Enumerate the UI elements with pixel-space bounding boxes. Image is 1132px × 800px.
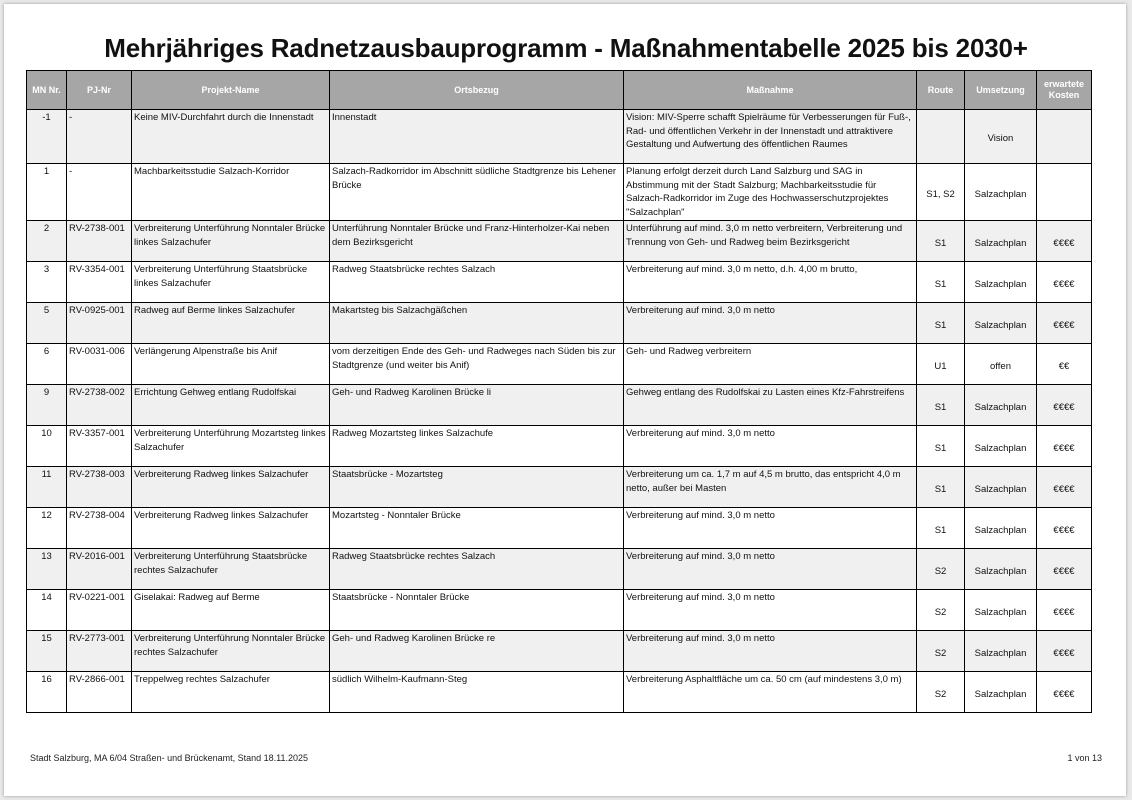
table-row	[27, 303, 1092, 344]
cell-mn-nr: 5	[27, 303, 67, 344]
header-pj-nr: PJ-Nr	[67, 71, 132, 110]
cell-mn-nr: 1	[27, 164, 67, 221]
cell-ortsbezug: Radweg Staatsbrücke rechtes Salzach	[330, 262, 624, 303]
cell-ortsbezug: Unterführung Nonntaler Brücke und Franz-Hinterholzer-Kai neben dem Bezirksgericht	[330, 221, 624, 262]
table-row	[27, 467, 1092, 508]
cell-route: S1	[917, 221, 965, 262]
table-row	[27, 631, 1092, 672]
cell-route: S1	[917, 467, 965, 508]
cell-massnahme: Verbreiterung um ca. 1,7 m auf 4,5 m brutto, das entspricht 4,0 m netto, außer bei Masten	[624, 467, 917, 508]
header-projekt-name: Projekt-Name	[132, 71, 330, 110]
cell-ortsbezug: Geh- und Radweg Karolinen Brücke li	[330, 385, 624, 426]
cell-umsetzung: offen	[965, 344, 1037, 385]
header-massnahme: Maßnahme	[624, 71, 917, 110]
cell-projekt-name: Verbreiterung Unterführung Staatsbrücke linkes Salzachufer	[132, 262, 330, 303]
cell-umsetzung: Salzachplan	[965, 467, 1037, 508]
cell-umsetzung: Salzachplan	[965, 385, 1037, 426]
cell-projekt-name: Verbreiterung Unterführung Nonntaler Brücke linkes Salzachufer	[132, 221, 330, 262]
header-ortsbezug: Ortsbezug	[330, 71, 624, 110]
cell-kosten: €€	[1037, 344, 1092, 385]
cell-projekt-name: Verbreiterung Unterführung Staatsbrücke rechtes Salzachufer	[132, 549, 330, 590]
cell-umsetzung: Salzachplan	[965, 631, 1037, 672]
cell-umsetzung: Salzachplan	[965, 221, 1037, 262]
table-row	[27, 344, 1092, 385]
cell-pj-nr: RV-2016-001	[67, 549, 132, 590]
cell-massnahme: Verbreiterung Asphaltfläche um ca. 50 cm (auf mindestens 3,0 m)	[624, 672, 917, 713]
cell-mn-nr: 11	[27, 467, 67, 508]
cell-pj-nr: RV-3357-001	[67, 426, 132, 467]
measures-table	[26, 70, 1092, 713]
cell-route: U1	[917, 344, 965, 385]
cell-projekt-name: Machbarkeitsstudie Salzach-Korridor	[132, 164, 330, 221]
cell-massnahme: Geh- und Radweg verbreitern	[624, 344, 917, 385]
cell-ortsbezug: südlich Wilhelm-Kaufmann-Steg	[330, 672, 624, 713]
cell-mn-nr: 3	[27, 262, 67, 303]
cell-massnahme: Verbreiterung auf mind. 3,0 m netto	[624, 303, 917, 344]
table-header-row	[27, 71, 1092, 110]
table-row	[27, 221, 1092, 262]
cell-mn-nr: 9	[27, 385, 67, 426]
cell-route: S2	[917, 672, 965, 713]
cell-pj-nr: RV-2738-001	[67, 221, 132, 262]
cell-umsetzung: Salzachplan	[965, 303, 1037, 344]
cell-mn-nr: 15	[27, 631, 67, 672]
cell-kosten: €€€€	[1037, 385, 1092, 426]
cell-massnahme: Planung erfolgt derzeit durch Land Salzburg und SAG in Abstimmung mit der Stadt Salzburg; Machbarkeitsstudie für Salzach-Radkorridor im Zuge des Hochwasserschutzprojektes "Salzachplan"	[624, 164, 917, 221]
cell-kosten	[1037, 164, 1092, 221]
cell-umsetzung: Salzachplan	[965, 262, 1037, 303]
cell-mn-nr: 2	[27, 221, 67, 262]
cell-massnahme: Unterführung auf mind. 3,0 m netto verbreitern, Verbreiterung und Trennung von Geh- und Radweg beim Bezirksgericht	[624, 221, 917, 262]
header-kosten	[1037, 71, 1092, 110]
table-row	[27, 672, 1092, 713]
cell-kosten: €€€€	[1037, 303, 1092, 344]
cell-pj-nr: RV-2773-001	[67, 631, 132, 672]
cell-projekt-name: Verbreiterung Unterführung Mozartsteg linkes Salzachufer	[132, 426, 330, 467]
cell-massnahme: Verbreiterung auf mind. 3,0 m netto	[624, 426, 917, 467]
cell-umsetzung: Salzachplan	[965, 672, 1037, 713]
cell-ortsbezug: Radweg Mozartsteg linkes Salzachufe	[330, 426, 624, 467]
cell-mn-nr: 6	[27, 344, 67, 385]
cell-projekt-name: Verbreiterung Unterführung Nonntaler Brücke rechtes Salzachufer	[132, 631, 330, 672]
cell-route: S1	[917, 262, 965, 303]
cell-pj-nr: RV-0925-001	[67, 303, 132, 344]
table-row	[27, 262, 1092, 303]
cell-kosten: €€€€	[1037, 590, 1092, 631]
cell-kosten	[1037, 110, 1092, 164]
cell-kosten: €€€€	[1037, 467, 1092, 508]
cell-route: S1, S2	[917, 164, 965, 221]
cell-umsetzung: Vision	[965, 110, 1037, 164]
cell-route: S2	[917, 549, 965, 590]
cell-massnahme: Gehweg entlang des Rudolfskai zu Lasten eines Kfz-Fahrstreifens	[624, 385, 917, 426]
cell-mn-nr: 13	[27, 549, 67, 590]
cell-kosten: €€€€	[1037, 221, 1092, 262]
cell-pj-nr: RV-2738-002	[67, 385, 132, 426]
cell-projekt-name: Treppelweg rechtes Salzachufer	[132, 672, 330, 713]
cell-ortsbezug: Staatsbrücke - Nonntaler Brücke	[330, 590, 624, 631]
footer-source: Stadt Salzburg, MA 6/04 Straßen- und Brückenamt, Stand 18.11.2025	[30, 753, 309, 763]
footer-page-number: 1 von 13	[1067, 753, 1102, 763]
cell-massnahme: Vision: MIV-Sperre schafft Spielräume für Verbesserungen für Fuß-, Rad- und öffentlichen Verkehr in der Innenstadt und attraktivere Gestaltung und Aufwertung des öffentlichen Raumes	[624, 110, 917, 164]
cell-kosten: €€€€	[1037, 549, 1092, 590]
cell-projekt-name: Errichtung Gehweg entlang Rudolfskai	[132, 385, 330, 426]
table-row	[27, 110, 1092, 164]
cell-mn-nr: 12	[27, 508, 67, 549]
cell-umsetzung: Salzachplan	[965, 549, 1037, 590]
cell-projekt-name: Verlängerung Alpenstraße bis Anif	[132, 344, 330, 385]
cell-route	[917, 110, 965, 164]
cell-pj-nr: RV-0221-001	[67, 590, 132, 631]
cell-umsetzung: Salzachplan	[965, 590, 1037, 631]
cell-ortsbezug: Radweg Staatsbrücke rechtes Salzach	[330, 549, 624, 590]
cell-pj-nr: RV-2738-004	[67, 508, 132, 549]
cell-mn-nr: 16	[27, 672, 67, 713]
cell-route: S2	[917, 631, 965, 672]
cell-pj-nr: -	[67, 164, 132, 221]
header-umsetzung: Umsetzung	[965, 71, 1037, 110]
header-route: Route	[917, 71, 965, 110]
cell-massnahme: Verbreiterung auf mind. 3,0 m netto, d.h. 4,00 m brutto,	[624, 262, 917, 303]
cell-massnahme: Verbreiterung auf mind. 3,0 m netto	[624, 590, 917, 631]
cell-mn-nr: -1	[27, 110, 67, 164]
cell-massnahme: Verbreiterung auf mind. 3,0 m netto	[624, 508, 917, 549]
cell-route: S1	[917, 303, 965, 344]
cell-mn-nr: 10	[27, 426, 67, 467]
table-row	[27, 426, 1092, 467]
cell-pj-nr: -	[67, 110, 132, 164]
table-row	[27, 590, 1092, 631]
cell-pj-nr: RV-3354-001	[67, 262, 132, 303]
cell-umsetzung: Salzachplan	[965, 164, 1037, 221]
table-row	[27, 164, 1092, 221]
cell-mn-nr: 14	[27, 590, 67, 631]
table-row	[27, 508, 1092, 549]
cell-massnahme: Verbreiterung auf mind. 3,0 m netto	[624, 631, 917, 672]
cell-pj-nr: RV-2866-001	[67, 672, 132, 713]
cell-massnahme: Verbreiterung auf mind. 3,0 m netto	[624, 549, 917, 590]
cell-pj-nr: RV-0031-006	[67, 344, 132, 385]
header-kosten-line1: erwartete	[1043, 79, 1085, 89]
cell-ortsbezug: Salzach-Radkorridor im Abschnitt südliche Stadtgrenze bis Lehener Brücke	[330, 164, 624, 221]
cell-ortsbezug: Makartsteg bis Salzachgäßchen	[330, 303, 624, 344]
cell-ortsbezug: vom derzeitigen Ende des Geh- und Radweges nach Süden bis zur Stadtgrenze (und weiter bis Anif)	[330, 344, 624, 385]
cell-projekt-name: Giselakai: Radweg auf Berme	[132, 590, 330, 631]
cell-route: S1	[917, 426, 965, 467]
cell-ortsbezug: Mozartsteg - Nonntaler Brücke	[330, 508, 624, 549]
cell-projekt-name: Verbreiterung Radweg linkes Salzachufer	[132, 467, 330, 508]
cell-ortsbezug: Innenstadt	[330, 110, 624, 164]
header-mn-nr: MN Nr.	[27, 71, 67, 110]
cell-kosten: €€€€	[1037, 426, 1092, 467]
cell-projekt-name: Radweg auf Berme linkes Salzachufer	[132, 303, 330, 344]
header-kosten-line2: Kosten	[1048, 90, 1080, 100]
cell-ortsbezug: Geh- und Radweg Karolinen Brücke re	[330, 631, 624, 672]
cell-umsetzung: Salzachplan	[965, 508, 1037, 549]
cell-pj-nr: RV-2738-003	[67, 467, 132, 508]
cell-route: S1	[917, 508, 965, 549]
cell-route: S2	[917, 590, 965, 631]
cell-kosten: €€€€	[1037, 672, 1092, 713]
cell-umsetzung: Salzachplan	[965, 426, 1037, 467]
cell-ortsbezug: Staatsbrücke - Mozartsteg	[330, 467, 624, 508]
cell-kosten: €€€€	[1037, 631, 1092, 672]
cell-kosten: €€€€	[1037, 262, 1092, 303]
cell-projekt-name: Verbreiterung Radweg linkes Salzachufer	[132, 508, 330, 549]
cell-route: S1	[917, 385, 965, 426]
table-row	[27, 385, 1092, 426]
cell-projekt-name: Keine MIV-Durchfahrt durch die Innenstadt	[132, 110, 330, 164]
document-title: Mehrjähriges Radnetzausbauprogramm - Maßnahmentabelle 2025 bis 2030+	[104, 33, 1028, 63]
table-row	[27, 549, 1092, 590]
cell-kosten: €€€€	[1037, 508, 1092, 549]
